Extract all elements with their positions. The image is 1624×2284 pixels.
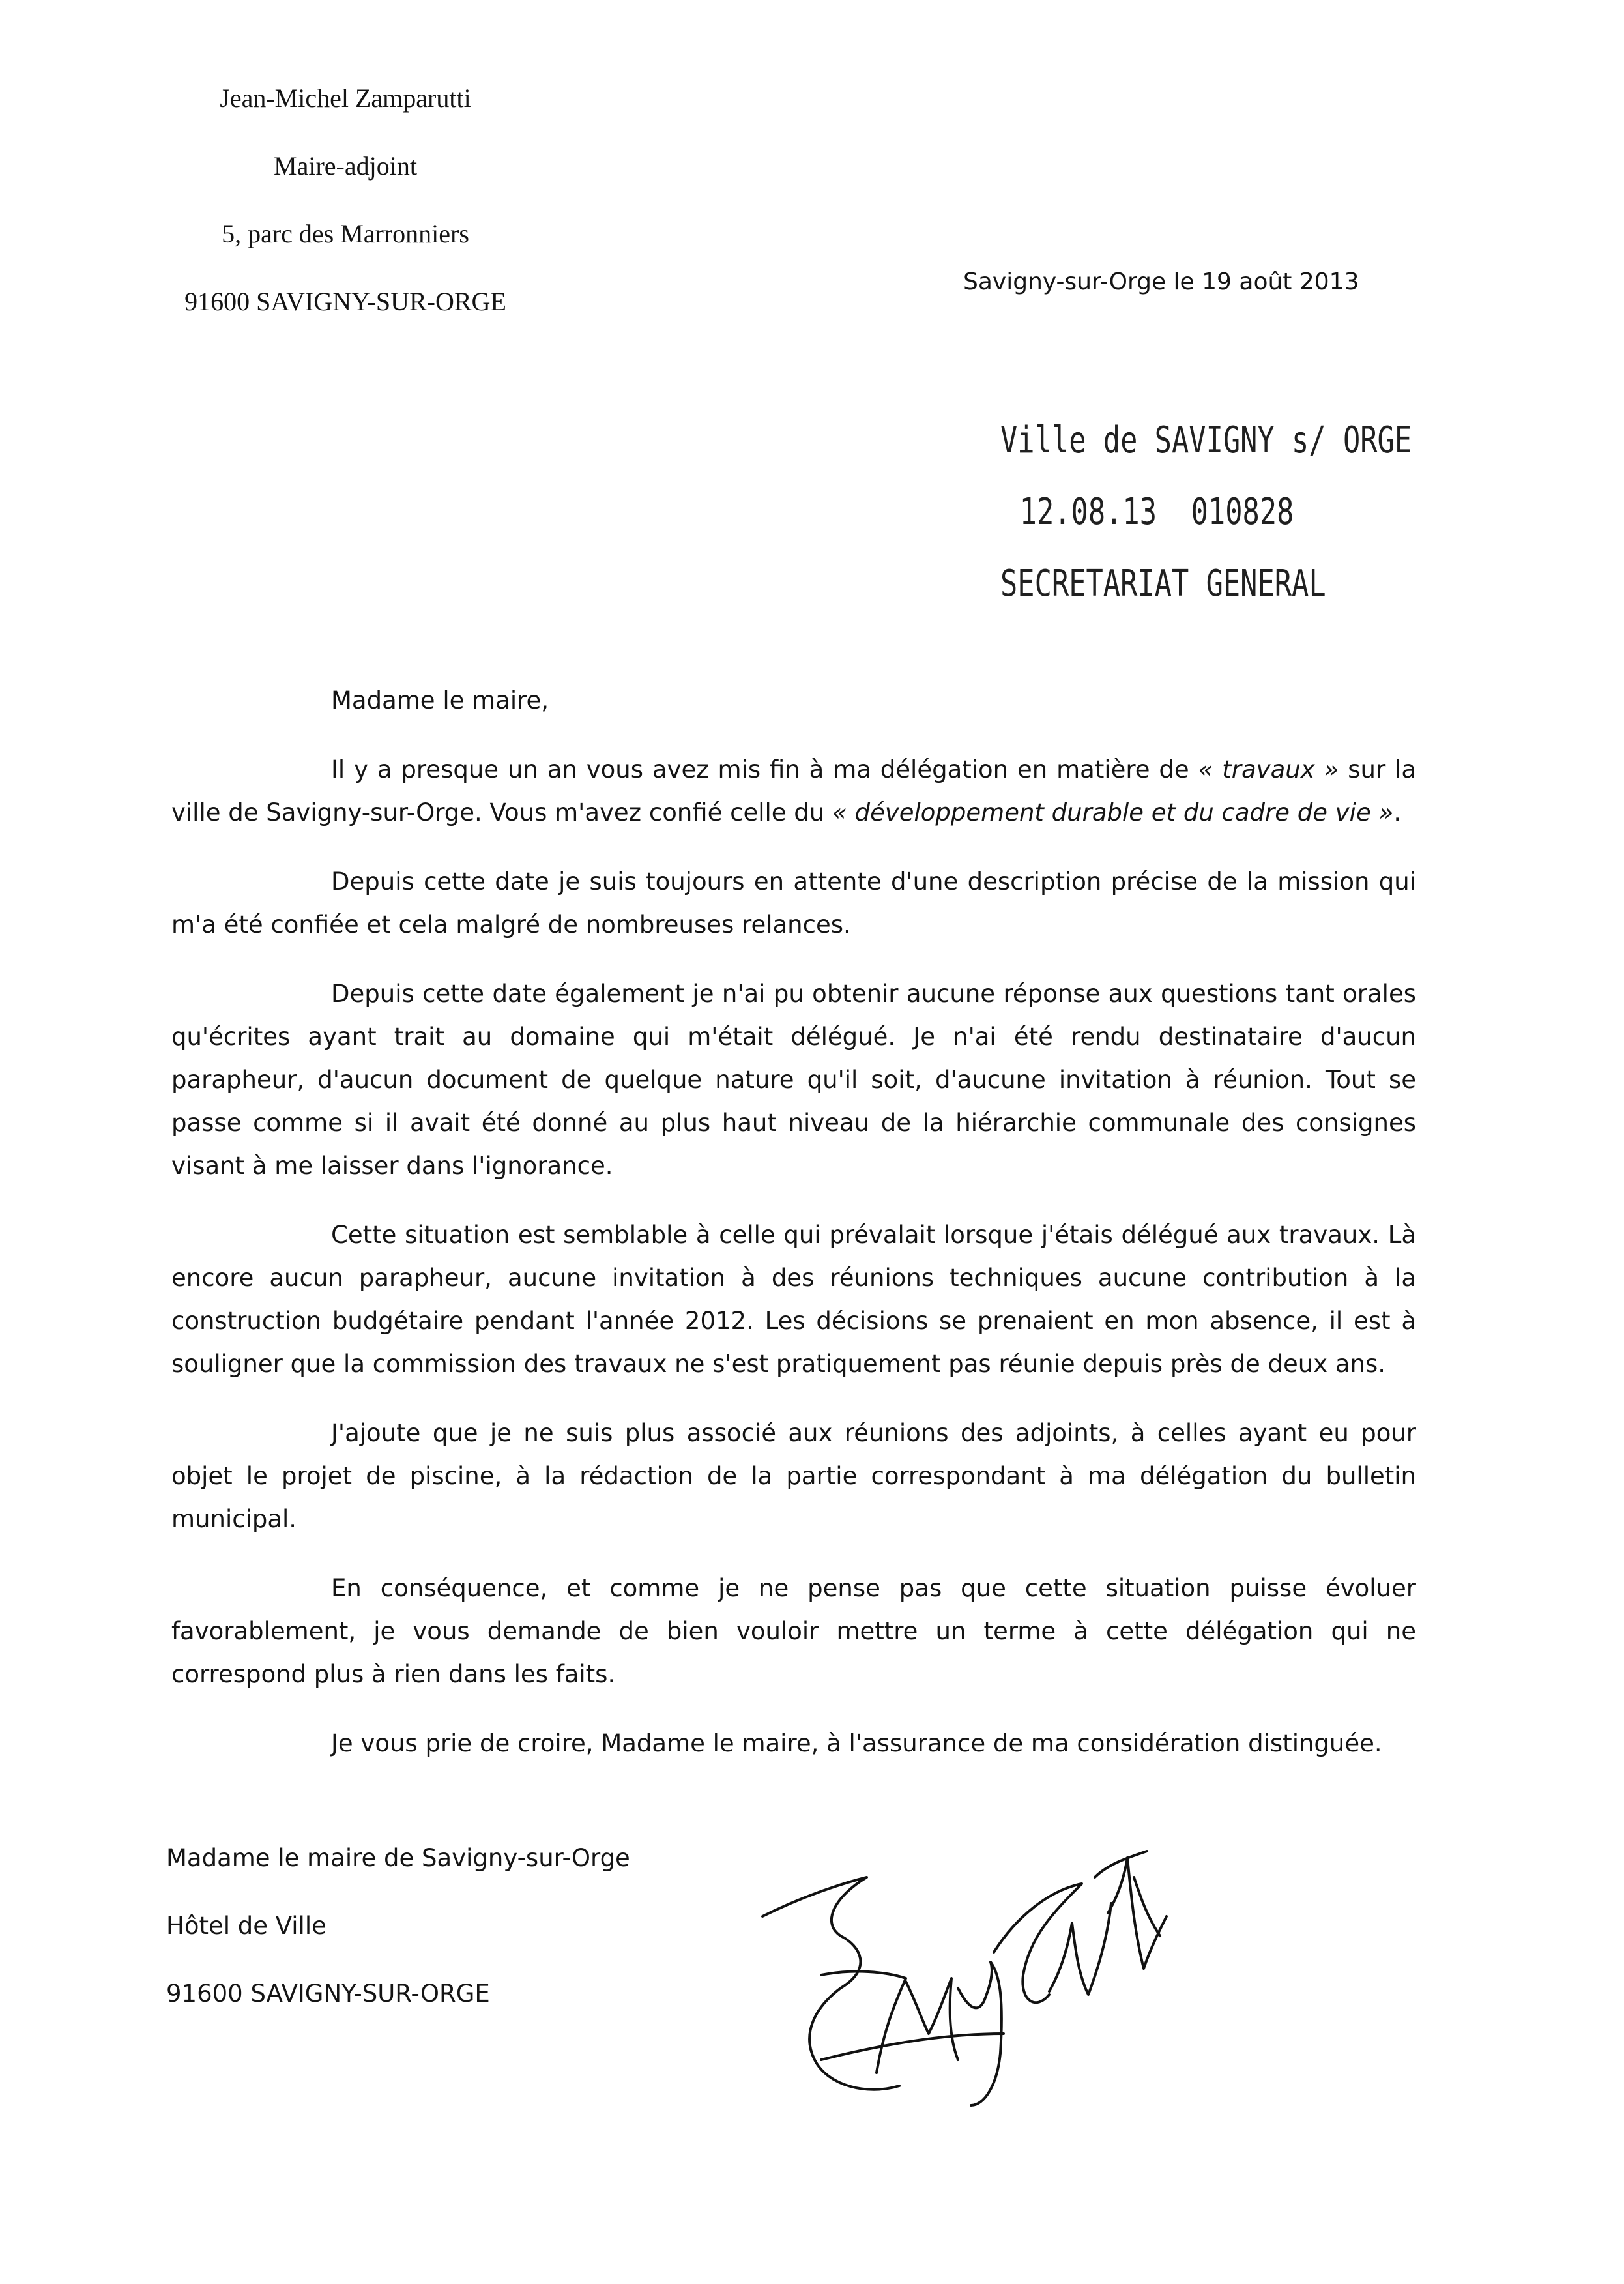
paragraph-5: J'ajoute que je ne suis plus associé aux réunions des adjoints, à celles ayant eu pour objet le projet de piscine, à la rédaction de la partie correspondant à ma délégation du bulletin municipal.: [171, 1419, 1416, 1533]
closing-formula: Je vous prie de croire, Madame le maire, à l'assurance de ma considération distinguée.: [331, 1729, 1382, 1757]
stamp-line-number: 12.08.13 010828: [1019, 491, 1294, 533]
paragraph-6: En conséquence, et comme je ne pense pas que cette situation puisse évoluer favorablement, je vous demande de bien vouloir mettre un terme à cette délégation qui ne correspond plus à rien dans les faits.: [171, 1574, 1416, 1688]
sender-address: [150, 81, 541, 353]
sender-street: 5, parc des Marronniers: [222, 219, 469, 248]
letter-body: [171, 679, 1416, 1791]
paragraph-4: Cette situation est semblable à celle qui prévalait lorsque j'étais délégué aux travaux. Là encore aucun parapheur, aucune invitation à des réunions techniques aucune contribution à la construction budgétaire pendant l'année 2012. Les décisions se prenaient en mon absence, il est à souligner que la commission des travaux ne s'est pratiquement pas réunie depuis près de deux ans.: [171, 1221, 1416, 1378]
paragraph-1-part-a: Il y a presque un an vous avez mis fin à ma délégation en matière de: [331, 755, 1198, 783]
recipient-line-1: Madame le maire de Savigny-sur-Orge: [166, 1844, 630, 1872]
paragraph-1-quote-travaux: « travaux »: [1198, 755, 1339, 783]
paragraph-1-part-c: .: [1393, 798, 1402, 827]
paragraph-3: Depuis cette date également je n'ai pu obtenir aucune réponse aux questions tant orales qu'écrites ayant trait au domaine qui m'était délégué. Je n'ai été rendu destinataire d'aucun parapheur, d'aucun document de quelque nature qu'il soit, d'aucune invitation à réunion. Tout se passe comme si il avait été donné au plus haut niveau de la hiérarchie communale des consignes visant à me laisser dans l'ignorance.: [171, 980, 1416, 1180]
sender-role: Maire-adjoint: [274, 151, 417, 181]
sender-city: 91600 SAVIGNY-SUR-ORGE: [184, 287, 506, 316]
stamp-line-town: Ville de SAVIGNY s/ ORGE: [1000, 419, 1412, 461]
paragraph-1-part-b: sur la ville de Savigny-sur-Orge. Vous m'avez confié celle du: [171, 755, 1416, 827]
handwritten-signature: [743, 1838, 1186, 2112]
sender-name: Jean-Michel Zamparutti: [220, 83, 471, 113]
reception-stamp: [1000, 417, 1412, 632]
paragraph-1-quote-delegation: « développement durable et du cadre de vie »: [832, 798, 1394, 827]
letter-date: Savigny-sur-Orge le 19 août 2013: [963, 269, 1359, 295]
recipient-address: [166, 1841, 630, 2045]
recipient-line-3: 91600 SAVIGNY-SUR-ORGE: [166, 1980, 490, 2008]
stamp-line-office: SECRETARIAT GENERAL: [1000, 563, 1326, 605]
salutation: Madame le maire,: [331, 686, 549, 714]
paragraph-1: [171, 748, 1416, 834]
paragraph-2: Depuis cette date je suis toujours en attente d'une description précise de la mission qui m'a été confiée et cela malgré de nombreuses relances.: [171, 868, 1416, 939]
recipient-line-2: Hôtel de Ville: [166, 1912, 326, 1940]
